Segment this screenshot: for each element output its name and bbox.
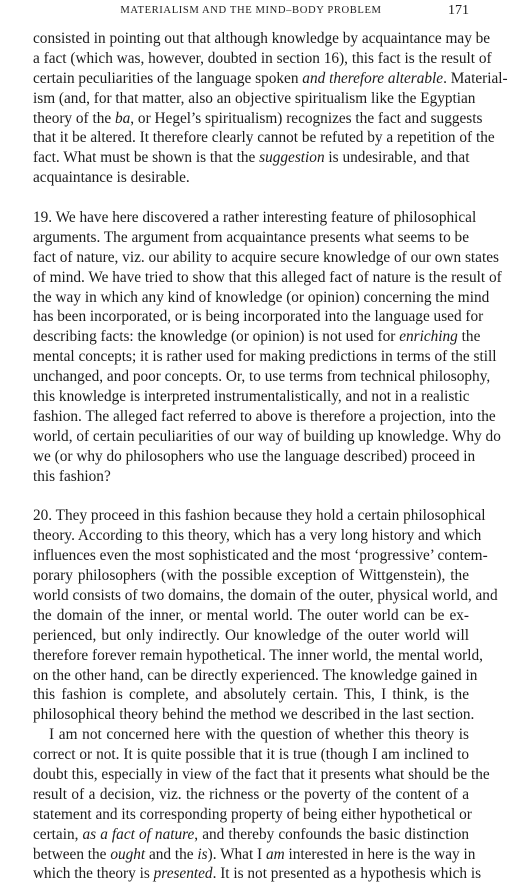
- text-line: certain, as a fact of nature, and thereby confounds the basic distinction: [33, 825, 469, 843]
- text-line: influences even the most sophisticated and the most ‘progressive’ contem-: [33, 547, 488, 565]
- text-line: porary philosophers (with the possible exception of Wittgenstein), the: [33, 567, 469, 585]
- text-line: therefore forever remain hypothetical. The inner world, the mental world,: [33, 646, 483, 664]
- text-line: a fact (which was, however, doubted in section 16), this fact is the result of: [33, 49, 492, 67]
- text-line: theory. According to this theory, which has a very long history and which: [33, 527, 482, 545]
- paragraph-gap: [33, 188, 469, 208]
- text-line: correct or not. It is quite possible that it is true (though I am inclined to: [33, 746, 469, 764]
- text-line: the domain of the inner, or mental world. The outer world can be ex-: [33, 606, 469, 624]
- body-text: [33, 29, 508, 884]
- text-line: unchanged, and poor concepts. Or, to use terms from technical philosophy,: [33, 368, 491, 386]
- text-line: this fashion?: [33, 467, 111, 485]
- paragraph: [33, 29, 508, 188]
- text-line: has been incorporated, or is being incorporated into the language used for: [33, 308, 484, 326]
- text-line: that it be altered. It therefore clearly cannot be refuted by a repetition of the: [33, 129, 495, 147]
- text-line: ism (and, for that matter, also an objective spiritualism like the Egyptian: [33, 89, 476, 107]
- text-line: acquaintance is desirable.: [33, 169, 190, 187]
- text-line: perienced, but only indirectly. Our knowledge of the outer world will: [33, 626, 469, 644]
- text-line: describing facts: the knowledge (or opinion) is not used for enriching the: [33, 328, 481, 346]
- text-line: this knowledge is interpreted instrumentalistically, and not in a realistic: [33, 388, 470, 406]
- text-line: 20. They proceed in this fashion because they hold a certain philosophical: [33, 507, 486, 525]
- text-line: mental concepts; it is rather used for making predictions in terms of the still: [33, 348, 497, 366]
- paragraph: [33, 208, 502, 486]
- text-line: we (or why do philosophers who use the language described) proceed in: [33, 447, 476, 465]
- text-line: on the other hand, can be directly experienced. The knowledge gained in: [33, 666, 478, 684]
- text-line: fact. What must be shown is that the suggestion is undesirable, and that: [33, 149, 470, 167]
- text-line: I am not concerned here with the question of whether this theory is: [49, 726, 469, 744]
- text-line: world consists of two domains, the domain of the outer, physical world, and: [33, 586, 498, 604]
- text-line: world, of certain peculiarities of our way of building up knowledge. Why do: [33, 427, 501, 445]
- text-line: arguments. The argument from acquaintance presents what seems to be: [33, 228, 469, 246]
- running-title: MATERIALISM AND THE MIND–BODY PROBLEM: [120, 5, 382, 16]
- paragraph: [33, 506, 498, 725]
- text-line: the way in which any kind of knowledge (or opinion) concerning the mind: [33, 288, 490, 306]
- text-line: consisted in pointing out that although knowledge by acquaintance may be: [33, 30, 491, 47]
- text-line: which the theory is presented. It is not presented as a hypothesis which is: [33, 865, 482, 883]
- text-line: certain peculiarities of the language spoken and therefore alterable. Material-: [33, 69, 508, 87]
- text-line: this fashion is complete, and absolutely certain. This, I think, is the: [33, 686, 469, 704]
- page-number: 171: [448, 3, 469, 18]
- text-line: result of a decision, viz. the richness or the poverty of the content of a: [33, 785, 469, 803]
- paragraph: [33, 725, 490, 884]
- text-line: statement and its corresponding property of being either hypothetical or: [33, 805, 472, 823]
- text-line: philosophical theory behind the method we described in the last section.: [33, 706, 475, 724]
- text-line: between the ought and the is). What I am interested in here is the way in: [33, 845, 476, 863]
- text-line: doubt this, especially in view of the fact that it presents what should be the: [33, 765, 490, 783]
- text-line: fashion. The alleged fact referred to above is therefore a projection, into the: [33, 407, 496, 425]
- text-line: 19. We have here discovered a rather interesting feature of philosophical: [33, 209, 477, 227]
- text-line: fact of nature, viz. our ability to acquire secure knowledge of our own states: [33, 248, 499, 266]
- text-line: of mind. We have tried to show that this alleged fact of nature is the result of: [33, 268, 502, 286]
- page-header: [33, 5, 469, 25]
- text-line: theory of the ba, or Hegel’s spiritualism) recognizes the fact and suggests: [33, 109, 483, 127]
- paragraph-gap: [33, 486, 469, 506]
